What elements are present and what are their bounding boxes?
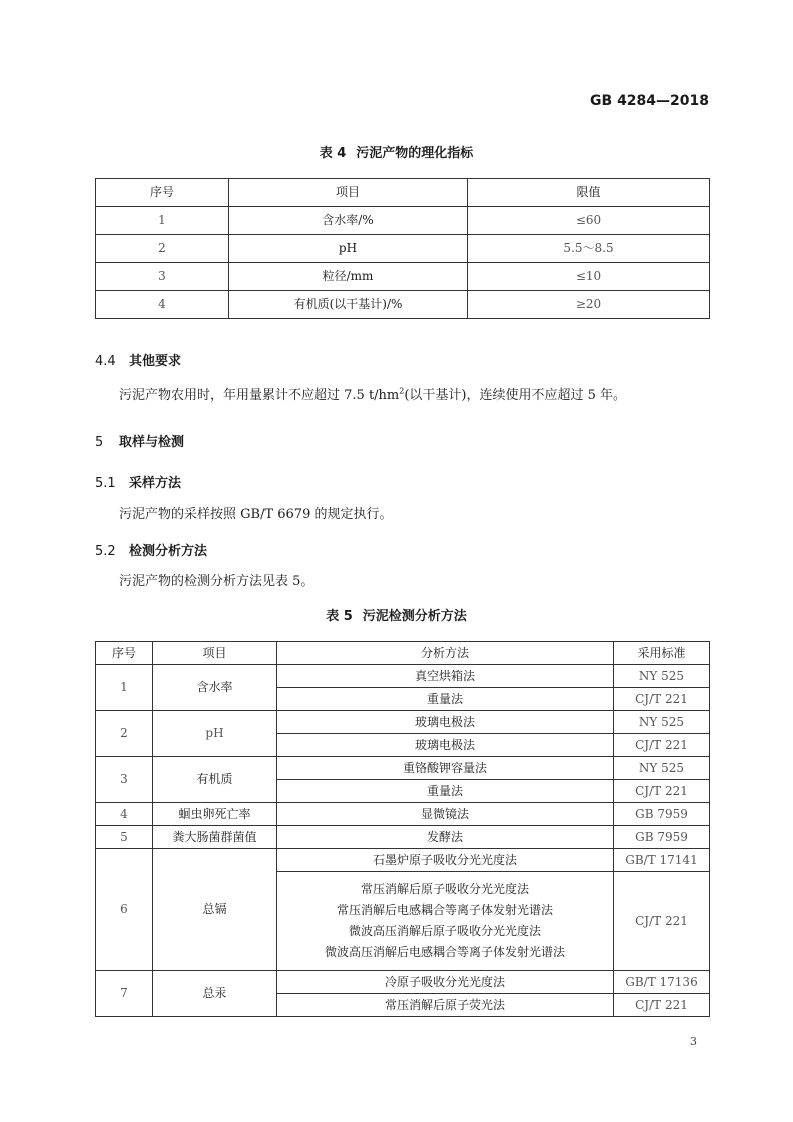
section-title: 其他要求 (129, 354, 182, 369)
row-limit: ≤60 (468, 207, 710, 235)
table-row (96, 757, 710, 780)
row-number: 6 (96, 849, 153, 971)
table5-header-row (96, 642, 710, 665)
section-number: 5.2 (95, 544, 116, 559)
row-standard: CJ/T 221 (614, 688, 710, 711)
table-row (96, 849, 710, 872)
section-heading-5-1 (95, 472, 181, 491)
row-number: 4 (96, 291, 229, 319)
row-standard: GB/T 17141 (614, 849, 710, 872)
table4-header-row (96, 179, 710, 207)
table5-header-cell: 项目 (153, 642, 277, 665)
row-item: pH (229, 235, 468, 263)
paragraph-text: 污泥产物农用时，年用量累计不应超过 7.5 t/hm (119, 388, 400, 403)
section-title: 检测分析方法 (129, 544, 208, 559)
row-number: 5 (96, 826, 153, 849)
section-title: 取样与检测 (119, 435, 185, 450)
row-item: pH (153, 711, 277, 757)
row-item: 总汞 (153, 971, 277, 1017)
table5 (95, 641, 710, 1017)
table4-header-cell: 项目 (229, 179, 468, 207)
row-standard: GB/T 17136 (614, 971, 710, 994)
section-5-1-paragraph: 污泥产物的采样按照 GB/T 6679 的规定执行。 (119, 507, 393, 522)
row-number: 7 (96, 971, 153, 1017)
method-line: 常压消解后电感耦合等离子体发射光谱法 (336, 903, 553, 917)
row-method: 玻璃电极法 (277, 734, 614, 757)
table4-header-cell: 序号 (96, 179, 229, 207)
table4 (95, 178, 710, 319)
section-heading-4-4 (95, 350, 181, 369)
row-item: 含水率/% (229, 207, 468, 235)
row-item: 粒径/mm (229, 263, 468, 291)
table-row (96, 665, 710, 688)
row-standard: CJ/T 221 (614, 734, 710, 757)
row-number: 2 (96, 711, 153, 757)
table-row (96, 291, 710, 319)
standard-code: GB 4284—2018 (590, 93, 709, 109)
row-item: 蛔虫卵死亡率 (153, 803, 277, 826)
row-method: 玻璃电极法 (277, 711, 614, 734)
section-4-4-paragraph (119, 384, 626, 403)
row-item: 有机质 (153, 757, 277, 803)
row-method-multiline (277, 872, 614, 971)
row-limit: ≥20 (468, 291, 710, 319)
row-number: 2 (96, 235, 229, 263)
row-standard: CJ/T 221 (614, 994, 710, 1017)
paragraph-text: (以干基计)，连续使用不应超过 5 年。 (404, 388, 627, 403)
section-heading-5-2 (95, 540, 207, 559)
table-row (96, 235, 710, 263)
table4-caption-title: 污泥产物的理化指标 (356, 146, 474, 161)
section-number: 5.1 (95, 476, 116, 491)
page-number: 3 (690, 1035, 697, 1048)
row-method: 真空烘箱法 (277, 665, 614, 688)
row-item: 含水率 (153, 665, 277, 711)
table-row (96, 826, 710, 849)
table5-caption (0, 605, 793, 624)
row-number: 1 (96, 207, 229, 235)
method-line: 常压消解后原子吸收分光光度法 (360, 882, 529, 896)
table-row (96, 803, 710, 826)
row-standard: GB 7959 (614, 826, 710, 849)
section-number: 5 (95, 435, 104, 450)
row-standard: NY 525 (614, 711, 710, 734)
table-row (96, 971, 710, 994)
method-line: 微波高压消解后原子吸收分光光度法 (348, 924, 541, 938)
row-item: 粪大肠菌群菌值 (153, 826, 277, 849)
row-limit: 5.5～8.5 (468, 235, 710, 263)
row-standard: GB 7959 (614, 803, 710, 826)
row-number: 3 (96, 263, 229, 291)
row-method: 常压消解后原子荧光法 (277, 994, 614, 1017)
row-standard: NY 525 (614, 665, 710, 688)
row-limit: ≤10 (468, 263, 710, 291)
table4-caption (0, 142, 793, 161)
row-standard: NY 525 (614, 757, 710, 780)
row-method: 石墨炉原子吸收分光光度法 (277, 849, 614, 872)
table5-header-cell: 分析方法 (277, 642, 614, 665)
table5-caption-title: 污泥检测分析方法 (362, 609, 467, 624)
table-row (96, 711, 710, 734)
table4-header-cell: 限值 (468, 179, 710, 207)
row-method: 冷原子吸收分光光度法 (277, 971, 614, 994)
row-method: 发酵法 (277, 826, 614, 849)
row-number: 4 (96, 803, 153, 826)
row-number: 1 (96, 665, 153, 711)
row-item: 总镉 (153, 849, 277, 971)
row-method: 重量法 (277, 780, 614, 803)
row-number: 3 (96, 757, 153, 803)
section-heading-5 (95, 431, 184, 450)
row-method: 重量法 (277, 688, 614, 711)
table4-caption-number: 表 4 (319, 146, 347, 161)
table5-caption-number: 表 5 (326, 609, 353, 624)
method-line: 微波高压消解后电感耦合等离子体发射光谱法 (324, 945, 565, 959)
row-standard: CJ/T 221 (614, 780, 710, 803)
table5-header-cell: 序号 (96, 642, 153, 665)
table5-header-cell: 采用标准 (614, 642, 710, 665)
superscript: 2 (399, 386, 405, 396)
section-number: 4.4 (95, 354, 116, 369)
row-standard: CJ/T 221 (614, 872, 710, 971)
table-row (96, 263, 710, 291)
table-row (96, 207, 710, 235)
section-title: 采样方法 (129, 476, 182, 491)
row-item: 有机质(以干基计)/% (229, 291, 468, 319)
row-method: 重铬酸钾容量法 (277, 757, 614, 780)
row-method: 显微镜法 (277, 803, 614, 826)
section-5-2-paragraph: 污泥产物的检测分析方法见表 5。 (119, 574, 314, 589)
